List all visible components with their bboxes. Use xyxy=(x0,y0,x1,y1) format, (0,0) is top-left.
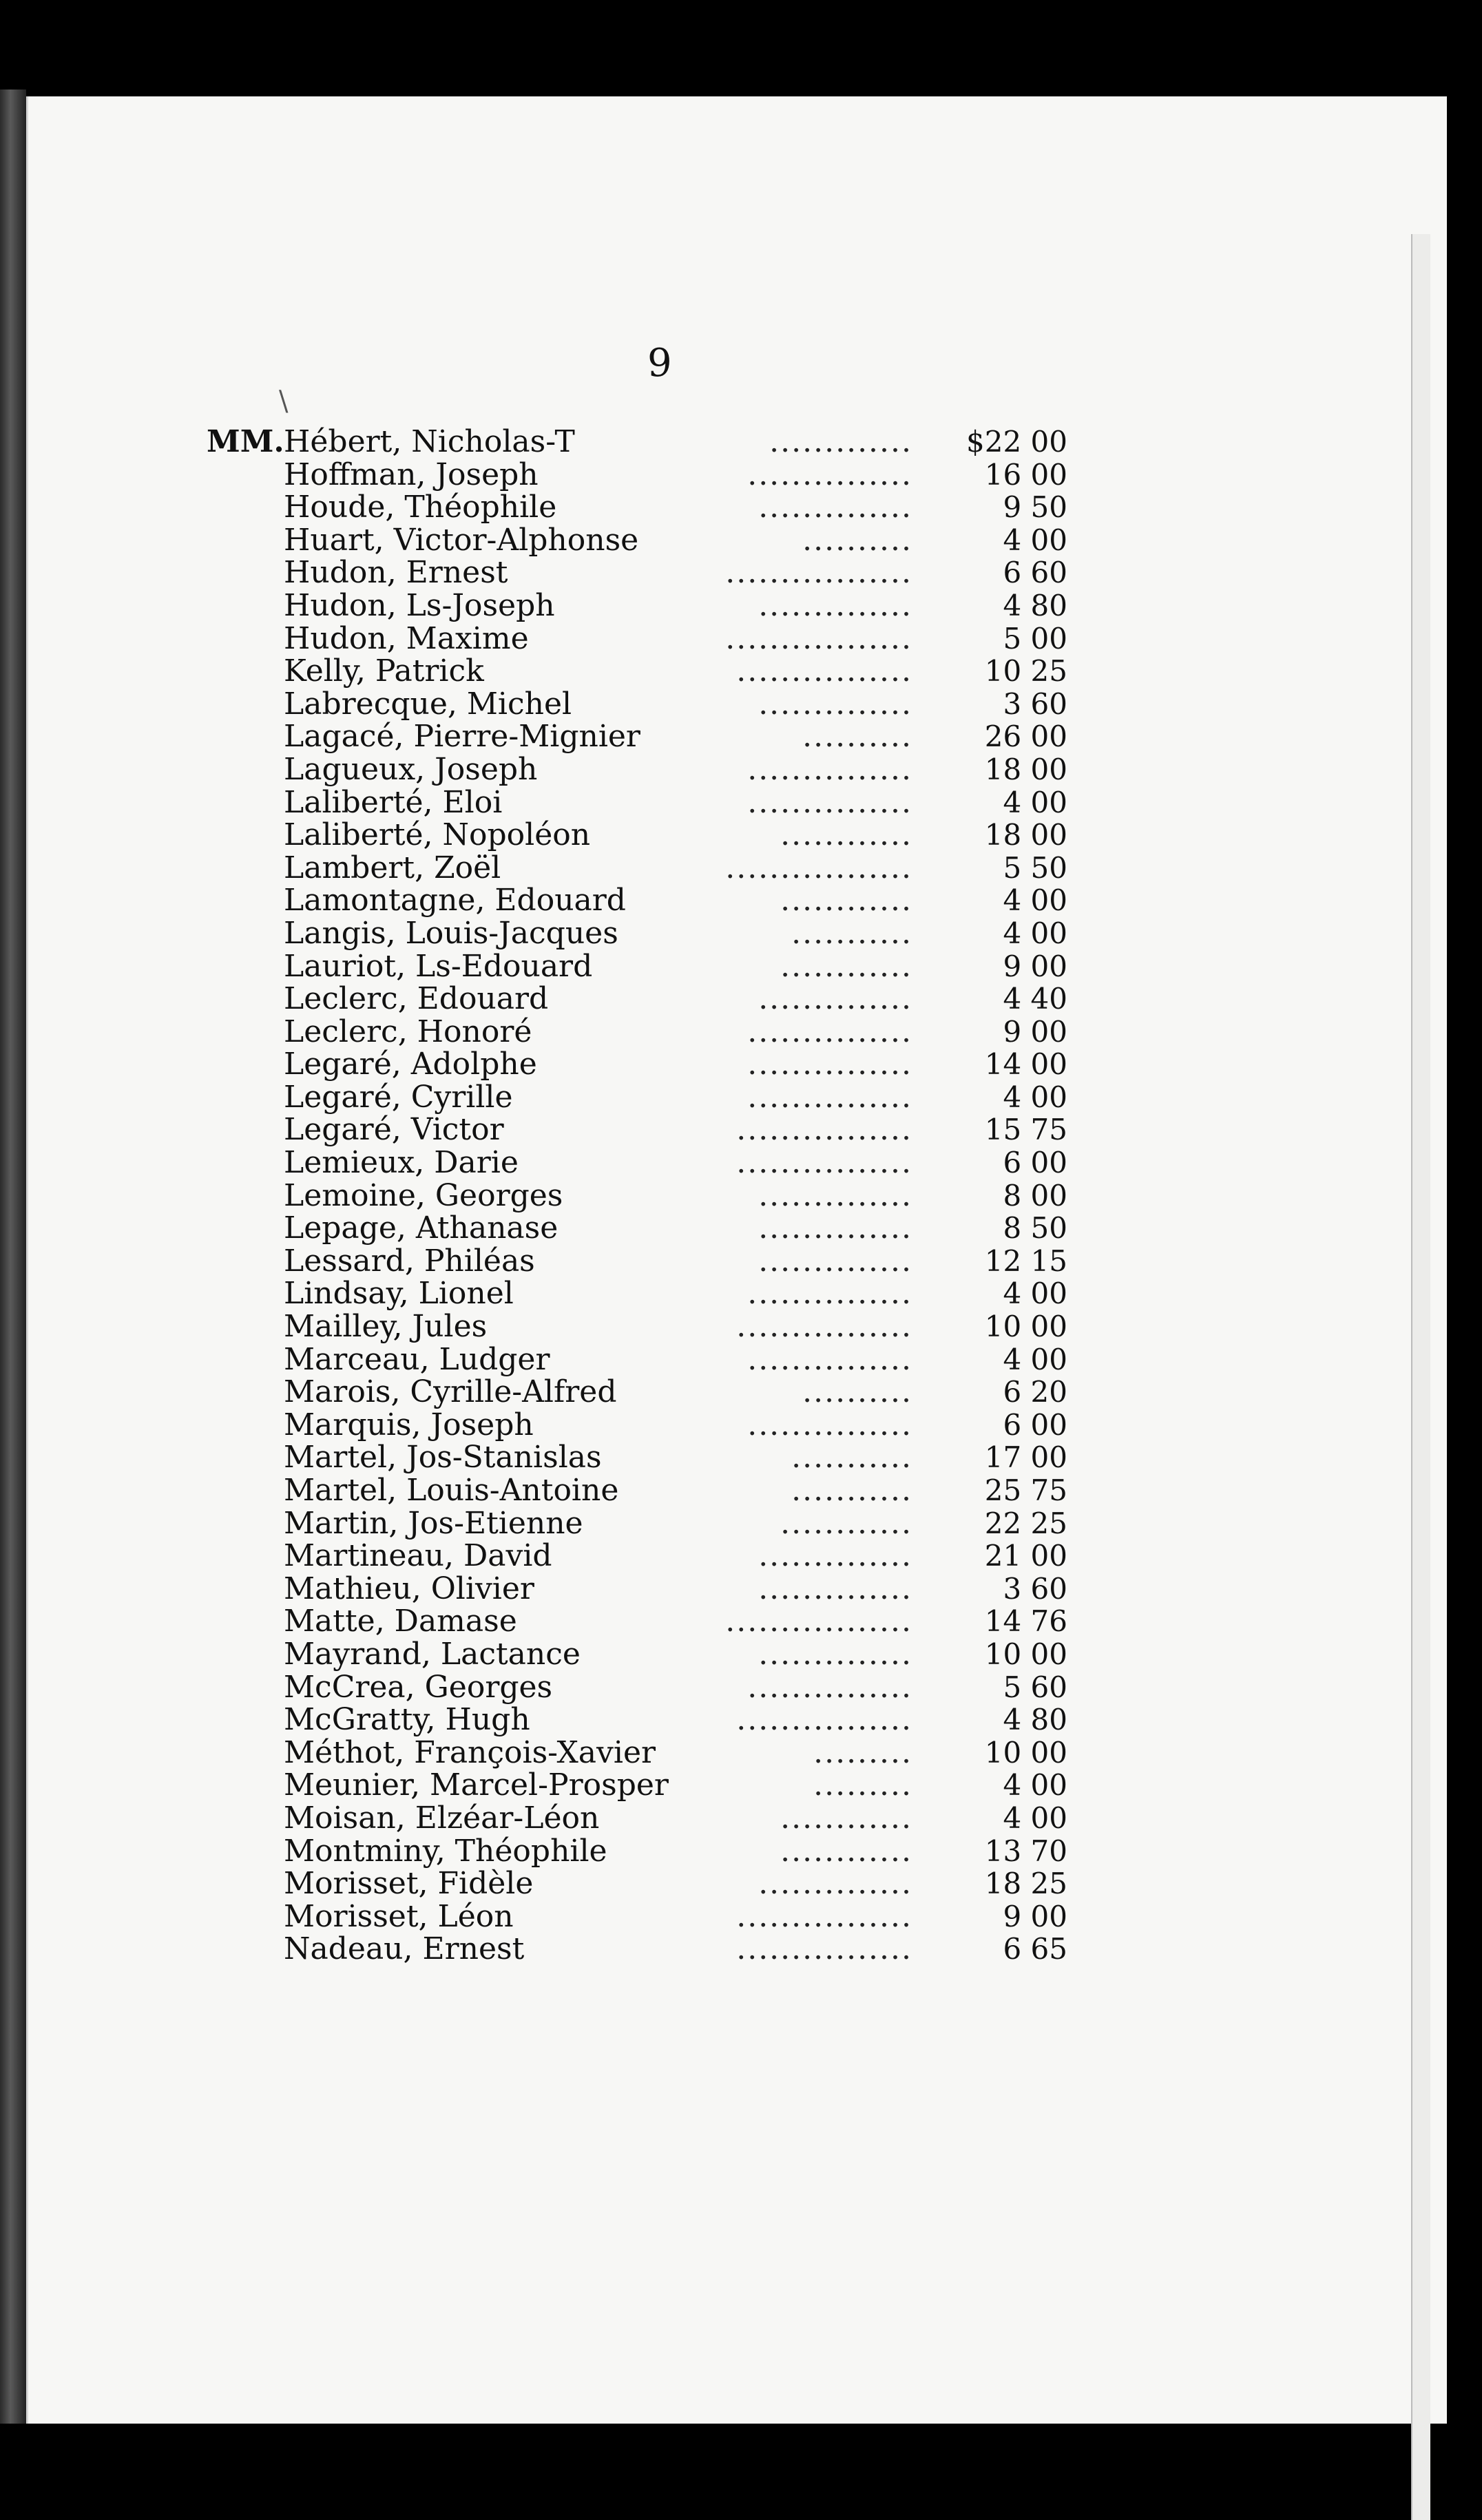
amount: 22 25 xyxy=(984,1506,1067,1540)
amount: 4 00 xyxy=(1003,1277,1067,1311)
book-spine xyxy=(0,90,26,2424)
amount: 5 00 xyxy=(1003,621,1067,655)
subscriber-name: Kelly, Patrick xyxy=(284,653,484,689)
list-item xyxy=(207,1473,1067,1508)
subscriber-name: Martineau, David xyxy=(284,1538,552,1574)
list-item xyxy=(207,817,1067,853)
amount: 10 25 xyxy=(984,654,1067,689)
dot-leader: ............ xyxy=(780,817,912,853)
subscriber-name: Meunier, Marcel-Prosper xyxy=(284,1767,669,1803)
amount: 25 75 xyxy=(984,1473,1067,1507)
amount: 4 80 xyxy=(1003,1703,1067,1737)
dot-leader: ................. xyxy=(725,850,912,885)
subscriber-name: Lemieux, Darie xyxy=(284,1145,519,1181)
list-item xyxy=(207,1079,1067,1115)
amount: 26 00 xyxy=(984,720,1067,754)
dot-leader: .............. xyxy=(758,587,912,623)
dot-leader: ................ xyxy=(736,1309,912,1345)
amount: 5 50 xyxy=(1003,850,1067,885)
subscriber-name: Hudon, Ls-Joseph xyxy=(284,587,555,623)
subscriber-name: Matte, Damase xyxy=(284,1604,517,1639)
list-item xyxy=(207,1309,1067,1345)
subscriber-name: Marois, Cyrille-Alfred xyxy=(284,1374,617,1410)
list-item xyxy=(207,850,1067,885)
page-number: 9 xyxy=(647,341,672,386)
list-item xyxy=(207,686,1067,722)
dot-leader: .......... xyxy=(802,1374,912,1410)
dot-leader: ............... xyxy=(747,456,912,492)
amount: 15 75 xyxy=(984,1113,1067,1147)
list-item xyxy=(207,948,1067,984)
subscriber-name: Lauriot, Ls-Edouard xyxy=(284,948,593,984)
subscriber-name: Lambert, Zoël xyxy=(284,850,501,885)
dot-leader: ............... xyxy=(747,751,912,787)
subscriber-name: Lagueux, Joseph xyxy=(284,751,538,787)
dot-leader: ................ xyxy=(736,1898,912,1934)
amount: 13 70 xyxy=(984,1834,1067,1868)
amount: 4 00 xyxy=(1003,523,1067,557)
amount: 12 15 xyxy=(984,1243,1067,1278)
list-item xyxy=(207,719,1067,755)
dot-leader: .............. xyxy=(758,1243,912,1279)
subscriber-name: Lindsay, Lionel xyxy=(284,1276,514,1312)
amount: 18 00 xyxy=(984,752,1067,786)
dot-leader: ................ xyxy=(736,1931,912,1967)
list-item xyxy=(207,1243,1067,1279)
dot-leader: ................. xyxy=(725,1604,912,1639)
amount: 4 00 xyxy=(1003,883,1067,918)
list-item xyxy=(207,1636,1067,1672)
dot-leader: ............ xyxy=(780,1505,912,1541)
amount: 6 65 xyxy=(1003,1932,1067,1966)
dot-leader: .............. xyxy=(758,490,912,525)
dot-leader: .......... xyxy=(802,522,912,558)
dot-leader: .............. xyxy=(758,1636,912,1672)
subscriber-name: Mailley, Jules xyxy=(284,1309,488,1345)
subscriber-name: Hudon, Maxime xyxy=(284,620,529,656)
amount: 4 80 xyxy=(1003,588,1067,622)
list-item xyxy=(207,1833,1067,1869)
amount: 4 00 xyxy=(1003,785,1067,819)
dot-leader: ........... xyxy=(791,1440,912,1476)
list-item xyxy=(207,587,1067,623)
list-item xyxy=(207,1505,1067,1541)
list-item xyxy=(207,1177,1067,1213)
amount: 8 00 xyxy=(1003,1178,1067,1212)
subscriber-name: Langis, Louis-Jacques xyxy=(284,915,618,951)
amount: 9 50 xyxy=(1003,490,1067,525)
dot-leader: ............... xyxy=(747,1669,912,1705)
subscriber-name: Marceau, Ludger xyxy=(284,1341,550,1377)
list-item xyxy=(207,1931,1067,1967)
dot-leader: ......... xyxy=(813,1767,912,1803)
amount: 14 76 xyxy=(984,1604,1067,1639)
list-item xyxy=(207,490,1067,525)
dot-leader: ............... xyxy=(747,1047,912,1082)
amount: 10 00 xyxy=(984,1735,1067,1770)
list-item xyxy=(207,981,1067,1017)
subscriber-name: Martin, Jos-Etienne xyxy=(284,1505,583,1541)
list-item xyxy=(207,883,1067,918)
list-item xyxy=(207,1538,1067,1574)
dot-leader: ................ xyxy=(736,1702,912,1738)
subscriber-name: Legaré, Adolphe xyxy=(284,1047,537,1082)
list-item xyxy=(207,653,1067,689)
subscriber-name: Martel, Jos-Stanislas xyxy=(284,1440,602,1476)
page-edge xyxy=(1411,234,1430,2520)
list-item xyxy=(207,1767,1067,1803)
list-item xyxy=(207,1571,1067,1606)
dot-leader: .............. xyxy=(758,1538,912,1574)
dot-leader: .............. xyxy=(758,1866,912,1902)
list-item xyxy=(207,1276,1067,1312)
amount: 4 00 xyxy=(1003,1800,1067,1835)
dot-leader: ......... xyxy=(813,1734,912,1770)
subscriber-name: Mayrand, Lactance xyxy=(284,1636,581,1672)
amount: 8 50 xyxy=(1003,1211,1067,1246)
amount: 5 60 xyxy=(1003,1670,1067,1704)
subscriber-name: Lepage, Athanase xyxy=(284,1210,559,1246)
subscriber-name: Lagacé, Pierre-Mignier xyxy=(284,719,640,755)
list-item xyxy=(207,1210,1067,1246)
subscriber-name: Hoffman, Joseph xyxy=(284,456,539,492)
dot-leader: ................. xyxy=(725,555,912,591)
dot-leader: ............. xyxy=(769,424,912,459)
list-item xyxy=(207,620,1067,656)
dot-leader: ............ xyxy=(780,1800,912,1836)
list-item xyxy=(207,1866,1067,1902)
list-item xyxy=(207,1374,1067,1410)
subscriber-name: Montminy, Théophile xyxy=(284,1833,607,1869)
list-item xyxy=(207,1341,1067,1377)
subscriber-name: Hudon, Ernest xyxy=(284,555,508,591)
dot-leader: ............... xyxy=(747,1079,912,1115)
list-item xyxy=(207,1734,1067,1770)
dot-leader: .............. xyxy=(758,1210,912,1246)
list-item xyxy=(207,424,1067,459)
list-item xyxy=(207,1898,1067,1934)
subscriber-name: Legaré, Victor xyxy=(284,1112,504,1148)
subscriber-name: Morisset, Fidèle xyxy=(284,1866,534,1902)
list-item xyxy=(207,555,1067,591)
list-item xyxy=(207,915,1067,951)
amount: 4 00 xyxy=(1003,916,1067,950)
list-item xyxy=(207,1047,1067,1082)
dot-leader: ................ xyxy=(736,1145,912,1181)
dot-leader: ............ xyxy=(780,883,912,918)
amount: 16 00 xyxy=(984,457,1067,492)
list-item xyxy=(207,456,1067,492)
list-item xyxy=(207,1800,1067,1836)
list-item xyxy=(207,784,1067,820)
list-item xyxy=(207,751,1067,787)
dot-leader: ................ xyxy=(736,1112,912,1148)
subscriber-name: Lamontagne, Edouard xyxy=(284,883,626,918)
dot-leader: .............. xyxy=(758,1571,912,1606)
subscriber-name: Houde, Théophile xyxy=(284,490,557,525)
dot-leader: .............. xyxy=(758,981,912,1017)
list-item xyxy=(207,1145,1067,1181)
amount: 9 00 xyxy=(1003,1014,1067,1049)
dot-leader: .......... xyxy=(802,719,912,755)
subscriber-name: Méthot, François-Xavier xyxy=(284,1734,656,1770)
subscriber-name: Huart, Victor-Alphonse xyxy=(284,522,639,558)
subscriber-name: Nadeau, Ernest xyxy=(284,1931,525,1967)
honorific-prefix: MM. xyxy=(207,424,284,459)
subscriber-name: Leclerc, Honoré xyxy=(284,1014,532,1049)
list-item xyxy=(207,1604,1067,1639)
dot-leader: ............... xyxy=(747,1014,912,1049)
list-item xyxy=(207,1702,1067,1738)
amount: 10 00 xyxy=(984,1310,1067,1344)
subscriber-name: Martel, Louis-Antoine xyxy=(284,1473,619,1508)
dot-leader: ............ xyxy=(780,948,912,984)
dot-leader: ................. xyxy=(725,620,912,656)
dot-leader: ........... xyxy=(791,1473,912,1508)
list-item xyxy=(207,1440,1067,1476)
amount: 4 40 xyxy=(1003,982,1067,1016)
dot-leader: .............. xyxy=(758,686,912,722)
list-item xyxy=(207,1669,1067,1705)
dot-leader: ........... xyxy=(791,915,912,951)
dot-leader: .............. xyxy=(758,1177,912,1213)
amount: 6 60 xyxy=(1003,556,1067,590)
dot-leader: ................ xyxy=(736,653,912,689)
subscriber-name: Laliberté, Eloi xyxy=(284,784,503,820)
subscriber-name: McCrea, Georges xyxy=(284,1669,553,1705)
amount: 10 00 xyxy=(984,1637,1067,1671)
amount: 6 00 xyxy=(1003,1146,1067,1180)
dot-leader: ............... xyxy=(747,1341,912,1377)
subscriber-name: Legaré, Cyrille xyxy=(284,1079,513,1115)
dot-leader: ............... xyxy=(747,784,912,820)
dot-leader: ............ xyxy=(780,1833,912,1869)
amount: 4 00 xyxy=(1003,1080,1067,1114)
subscriber-name: Mathieu, Olivier xyxy=(284,1571,534,1606)
subscriber-name: Moisan, Elzéar-Léon xyxy=(284,1800,600,1836)
amount: 9 00 xyxy=(1003,1899,1067,1933)
subscriber-name: Lemoine, Georges xyxy=(284,1177,563,1213)
amount: 4 00 xyxy=(1003,1342,1067,1376)
amount: 3 60 xyxy=(1003,686,1067,721)
amount: 9 00 xyxy=(1003,949,1067,983)
subscriber-name: Hébert, Nicholas-T xyxy=(284,424,575,459)
amount: 21 00 xyxy=(984,1539,1067,1573)
amount: 18 25 xyxy=(984,1867,1067,1901)
amount: 4 00 xyxy=(1003,1768,1067,1803)
subscriber-name: Lessard, Philéas xyxy=(284,1243,535,1279)
subscriber-list xyxy=(207,424,1067,1967)
amount: 6 20 xyxy=(1003,1375,1067,1409)
subscriber-name: Marquis, Joseph xyxy=(284,1407,534,1442)
subscriber-name: Labrecque, Michel xyxy=(284,686,572,722)
list-item xyxy=(207,1014,1067,1049)
list-item xyxy=(207,522,1067,558)
subscriber-name: Leclerc, Edouard xyxy=(284,981,549,1017)
stray-mark: \ xyxy=(279,386,289,417)
amount: 3 60 xyxy=(1003,1571,1067,1606)
dot-leader: ............... xyxy=(747,1276,912,1312)
amount: 17 00 xyxy=(984,1440,1067,1475)
dot-leader: ............... xyxy=(747,1407,912,1442)
amount: $22 00 xyxy=(966,425,1067,459)
subscriber-name: McGratty, Hugh xyxy=(284,1702,530,1738)
list-item xyxy=(207,1407,1067,1442)
subscriber-name: Morisset, Léon xyxy=(284,1898,514,1934)
amount: 6 00 xyxy=(1003,1407,1067,1442)
amount: 18 00 xyxy=(984,818,1067,852)
list-item xyxy=(207,1112,1067,1148)
subscriber-name: Laliberté, Nopoléon xyxy=(284,817,591,853)
amount: 14 00 xyxy=(984,1047,1067,1082)
